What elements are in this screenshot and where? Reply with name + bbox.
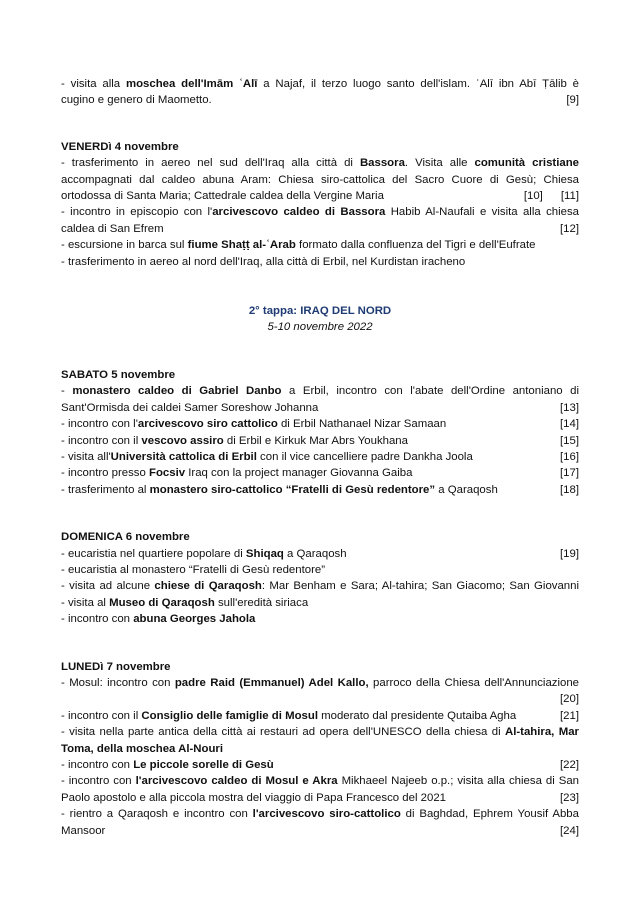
- bold-span: l'arcivescovo siro-cattolico: [252, 808, 401, 821]
- text-line: [61, 433, 579, 449]
- text-span: a Qaraqosh: [283, 547, 347, 560]
- text-span: ortodossa di Santa Maria; Cattedrale caldea della Vergine Maria: [61, 190, 384, 203]
- stage-dates: 5-10 novembre 2022: [267, 321, 373, 334]
- text-line: [61, 691, 579, 707]
- footnote-ref: [24]: [560, 824, 579, 837]
- text-span: - incontro con: [61, 775, 136, 788]
- text-span: - incontro con il: [61, 434, 142, 447]
- text-line: [61, 675, 579, 691]
- text-line: [61, 416, 579, 432]
- bold-span: Toma, della moschea Al-Nouri: [61, 742, 224, 755]
- stage-title: 2° tappa: IRAQ DEL NORD: [248, 305, 392, 318]
- text-line: [61, 465, 579, 481]
- text-line: [61, 237, 579, 253]
- footnote-ref: [15]: [560, 434, 579, 447]
- footnote-ref: [10]: [523, 190, 543, 203]
- bold-span: Museo di Qaraqosh: [109, 596, 215, 609]
- text-span: - rientro a Qaraqosh e incontro con: [61, 808, 253, 821]
- text-span: - Mosul: incontro con: [61, 676, 175, 689]
- text-span: di Erbil Nathanael Nizar Samaan: [277, 418, 447, 431]
- footnote-ref: [14]: [560, 418, 579, 431]
- text-span: Paolo apostolo e alla piccola mostra del viaggio di Papa Francesco del 2021: [61, 791, 446, 804]
- text-span: Habib Al-Naufali e visita alla chiesa: [385, 206, 579, 219]
- text-line: [61, 482, 579, 498]
- text-span: - visita nella parte antica della città ai restauri ad opera dell'UNESCO della chiesa di: [61, 726, 505, 739]
- day-heading-saturday: SABATO 5 novembre: [61, 368, 176, 381]
- text-span: Sant'Ormisda dei caldei Samer Soreshow Johanna: [61, 401, 319, 414]
- text-span: -: [61, 385, 73, 398]
- bold-span: moschea dell'Imām ʿAlī: [125, 78, 258, 90]
- text-line: [61, 92, 579, 108]
- text-line: [61, 449, 579, 465]
- bold-span: Al-tahira, Mar: [504, 726, 579, 739]
- text-span: Iraq con la project manager Giovanna Gaiba: [185, 467, 413, 480]
- day-heading-friday: VENERDì 4 novembre: [61, 140, 179, 153]
- text-span: con il vice cancelliere padre Dankha Joola: [256, 450, 473, 463]
- bold-span: abuna Georges Jahola: [133, 613, 256, 626]
- text-span: cugino e genero di Maometto.: [61, 94, 212, 107]
- text-span: parroco della Chiesa dell'Annunciazione: [368, 676, 580, 689]
- text-span: - visita alla: [61, 78, 126, 90]
- text-span: : Mar Benham e Sara; Al-tahira; San Giacomo; San Giovanni: [261, 580, 580, 593]
- text-line: [61, 773, 579, 789]
- footnote-ref: [16]: [560, 450, 579, 463]
- text-line: [61, 595, 579, 611]
- footnote-ref: [11]: [560, 190, 579, 203]
- bold-span: l'arcivescovo caldeo di Mosul e Akra: [135, 775, 338, 788]
- text-span: Mansoor: [61, 824, 106, 837]
- text-span: - visita ad alcune: [61, 580, 155, 593]
- footnote-ref: [9]: [566, 94, 579, 107]
- bold-span: comunità cristiane: [474, 157, 579, 170]
- bold-span: monastero caldeo di Gabriel Danbo: [72, 385, 282, 398]
- text-line: [61, 546, 579, 562]
- bold-span: fiume Shaṭṭ al-ʿArab: [187, 239, 296, 252]
- text-span: sull'eredità siriaca: [214, 596, 309, 609]
- text-span: a Najaf, il terzo luogo santo dell'islam. ʿAlī ibn Abī Ṭālib è: [257, 78, 579, 90]
- footnote-ref: [17]: [560, 467, 579, 480]
- footnote-ref: [20]: [560, 693, 579, 706]
- bold-span: arcivescovo caldeo di Bassora: [212, 206, 386, 219]
- footnote-ref: [12]: [560, 222, 579, 235]
- bold-span: padre Raid (Emmanuel) Adel Kallo,: [174, 676, 369, 689]
- text-span: - incontro con l': [61, 418, 138, 431]
- text-span: caldea di San Efrem: [61, 222, 164, 235]
- text-span: - trasferimento in aereo nel sud dell'Iraq alla città di: [61, 157, 360, 170]
- text-span: di Erbil e Kirkuk Mar Abrs Youkhana: [223, 434, 408, 447]
- text-line: [61, 383, 579, 399]
- text-span: moderato dal presidente Qutaiba Agha: [317, 709, 517, 722]
- text-line: [61, 578, 579, 594]
- text-line: - trasferimento in aereo al nord dell'Iraq, alla città di Erbil, nel Kurdistan iracheno: [61, 255, 466, 268]
- day-heading-sunday: DOMENICA 6 novembre: [61, 531, 190, 544]
- footnote-ref: [18]: [560, 483, 579, 496]
- text-line: [61, 823, 579, 839]
- footnote-ref: [19]: [560, 547, 579, 560]
- text-span: - incontro con: [61, 759, 134, 771]
- text-span: di Baghdad, Ephrem Yousif Abba: [400, 808, 579, 821]
- bold-span: Università cattolica di Erbil: [110, 450, 257, 463]
- text-span: a Qaraqosh: [435, 483, 498, 496]
- footnote-ref: [22]: [560, 759, 579, 771]
- bold-span: Focsiv: [149, 467, 186, 480]
- text-line: accompagnati dal caldeo abuna Aram: Chiesa siro-cattolica del Sacro Cuore di Gesù; Chiesa: [61, 173, 579, 186]
- text-line: [61, 76, 579, 92]
- text-span: formato dalla confluenza del Tigri e dell'Eufrate: [295, 239, 536, 252]
- text-line: [61, 724, 579, 740]
- text-span: - incontro con: [61, 613, 134, 626]
- text-line: [61, 155, 579, 171]
- bold-span: Consiglio delle famiglie di Mosul: [141, 709, 318, 722]
- footnote-ref: [13]: [560, 401, 579, 414]
- bold-span: Le piccole sorelle di Gesù: [133, 759, 274, 771]
- text-line: [61, 741, 579, 757]
- bold-span: chiese di Qaraqosh: [154, 580, 262, 593]
- text-line: [61, 221, 579, 237]
- text-span: Mikhaeel Najeeb o.p.; visita alla chiesa di San: [337, 775, 579, 788]
- text-span: - escursione in barca sul: [61, 239, 188, 252]
- text-span: - incontro in episcopio con l': [61, 206, 213, 219]
- text-span: a Erbil, incontro con l'abate dell'Ordine antoniano di: [281, 385, 579, 398]
- text-span: - eucaristia nel quartiere popolare di: [61, 547, 246, 560]
- bold-span: Bassora: [359, 157, 405, 170]
- text-line: [61, 204, 579, 220]
- footnote-refs: [524, 188, 579, 204]
- text-span: - incontro presso: [61, 467, 149, 480]
- day-heading-monday: LUNEDì 7 novembre: [61, 660, 171, 673]
- text-span: - visita all': [61, 450, 111, 463]
- text-line: [61, 757, 579, 773]
- text-line: - eucaristia al monastero “Fratelli di Gesù redentore”: [61, 563, 325, 576]
- text-span: - visita al: [61, 596, 110, 609]
- text-span: - trasferimento al: [61, 483, 150, 496]
- text-span: - incontro con il: [61, 709, 142, 722]
- footnote-ref: [21]: [560, 709, 579, 722]
- document-page: [61, 76, 579, 839]
- footnote-ref: [23]: [560, 791, 579, 804]
- text-line: [61, 806, 579, 822]
- bold-span: vescovo assiro: [141, 434, 224, 447]
- text-span: . Visita alle: [404, 157, 475, 170]
- bold-span: Shiqaq: [245, 547, 284, 560]
- text-line: [61, 188, 579, 204]
- bold-span: arcivescovo siro cattolico: [137, 418, 278, 431]
- text-line: [61, 400, 579, 416]
- text-line: [61, 611, 579, 627]
- text-line: [61, 790, 579, 806]
- bold-span: monastero siro-cattolico “Fratelli di Gesù redentore”: [149, 483, 436, 496]
- text-line: [61, 708, 579, 724]
